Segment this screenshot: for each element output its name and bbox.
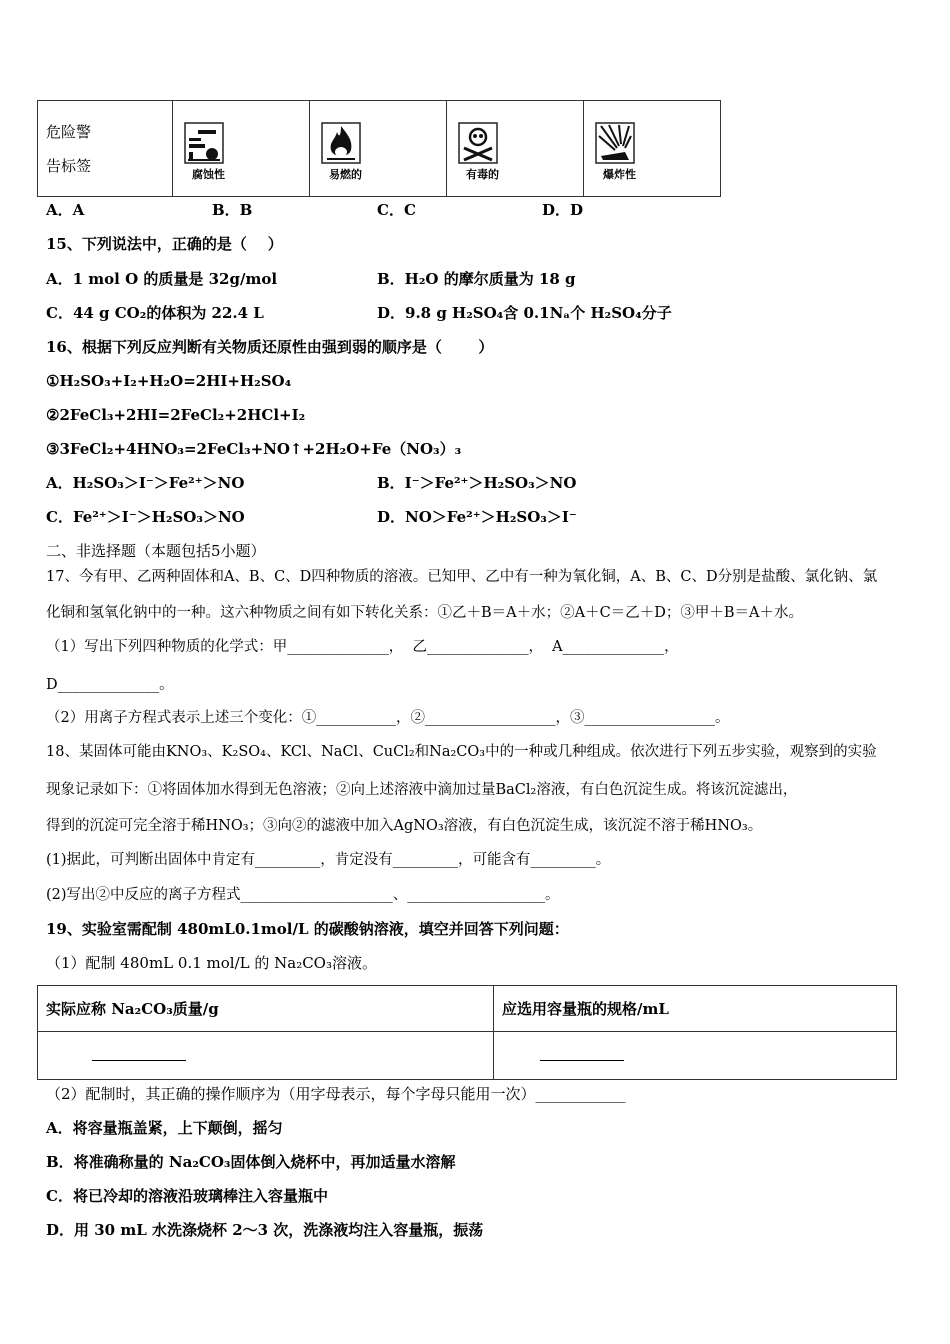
q14-option-c: C．C: [377, 201, 416, 219]
q15-option-b: B．H₂O 的摩尔质量为 18 g: [377, 270, 576, 288]
q18-line: 18、某固体可能由KNO₃、K₂SO₄、KCl、NaCl、CuCl₂和Na₂CO₃中的一种或几种组成。依次进行下列五步实验，观察到的实验: [46, 744, 877, 760]
hazard-sign-toxic: [447, 101, 584, 197]
q16-option-a: A．H₂SO₃＞I⁻＞Fe²⁺＞NO: [46, 474, 245, 492]
q16-stem: 16、根据下列反应判断有关物质还原性由强到弱的顺序是（ ）: [46, 338, 494, 356]
q17-line: （2）用离子方程式表示上述三个变化：①___________，②__________________，③__________________。: [46, 710, 730, 726]
q15-stem: 15、下列说法中，正确的是（ ）: [46, 235, 283, 253]
sign-caption: 腐蚀性: [192, 167, 225, 181]
q19-step-d: D．用 30 mL 水洗涤烧杯 2～3 次，洗涤液均注入容量瓶，振荡: [46, 1221, 484, 1239]
q19-step-b: B．将准确称量的 Na₂CO₃固体倒入烧杯中，再加适量水溶解: [46, 1153, 456, 1171]
q18-line: 得到的沉淀可完全溶于稀HNO₃；③向②的滤液中加入AgNO₃溶液，有白色沉淀生成，该沉淀不溶于稀HNO₃。: [46, 818, 763, 834]
q16-reaction-3: ③3FeCl₂+4HNO₃=2FeCl₃+NO↑+2H₂O+Fe（NO₃）₃: [46, 440, 462, 458]
q14-option-d: D．D: [542, 201, 584, 219]
q16-reaction-2: ②2FeCl₃+2HI=2FeCl₂+2HCl+I₂: [46, 406, 306, 424]
q15-option-a: A．1 mol O 的质量是 32g/mol: [46, 270, 278, 288]
q16-option-c: C．Fe²⁺＞I⁻＞H₂SO₃＞NO: [46, 508, 245, 526]
hazard-sign-corrosive: [173, 101, 310, 197]
q15-option-c: C．44 g CO₂的体积为 22.4 L: [46, 304, 264, 322]
hazard-label-table: [37, 100, 721, 197]
label-line: 告标签: [46, 156, 92, 175]
sign-caption: 爆炸性: [603, 167, 636, 181]
flammable-icon: [321, 122, 361, 164]
q17-line: 化铜和氢氧化钠中的一种。这六种物质之间有如下转化关系：①乙＋B＝A＋水；②A＋C＝乙＋D；③甲＋B＝A＋水。: [46, 605, 803, 621]
explosive-icon: [595, 122, 635, 164]
toxic-icon: [458, 122, 498, 164]
q16-option-d: D．NO＞Fe²⁺＞H₂SO₃＞I⁻: [377, 508, 577, 526]
section-heading: 二、非选择题（本题包括5小题）: [46, 542, 266, 560]
label-line: 危险警: [46, 122, 92, 141]
hazard-label-header: [38, 101, 173, 197]
q19-stem: 19、实验室需配制 480mL0.1mol/L 的碳酸钠溶液，填空并回答下列问题：: [46, 920, 569, 938]
q14-option-b: B．B: [212, 201, 253, 219]
sign-caption: 易燃的: [329, 167, 362, 181]
answer-blank[interactable]: [92, 1046, 186, 1061]
q19-part2: （2）配制时，其正确的操作顺序为（用字母表示，每个字母只能用一次）____________: [46, 1085, 626, 1103]
q19-part1: （1）配制 480mL 0.1 mol/L 的 Na₂CO₃溶液。: [46, 954, 377, 972]
q19-step-a: A．将容量瓶盖紧，上下颠倒，摇匀: [46, 1119, 283, 1137]
q18-line: (2)写出②中反应的离子方程式_____________________、___________________。: [46, 887, 560, 903]
q18-line: (1)据此，可判断出固体中肯定有_________，肯定没有_________，可能含有_________。: [46, 852, 611, 868]
sign-caption: 有毒的: [466, 167, 499, 181]
q15-option-d: D．9.8 g H₂SO₄含 0.1Nₐ个 H₂SO₄分子: [377, 304, 672, 322]
q19-step-c: C．将已冷却的溶液沿玻璃棒注入容量瓶中: [46, 1187, 328, 1205]
q19-header-mass: 实际应称 Na₂CO₃质量/g: [38, 986, 494, 1032]
q14-option-a: A．A: [46, 201, 85, 219]
q17-line: （1）写出下列四种物质的化学式：甲______________， 乙______________， A______________，: [46, 639, 679, 655]
q17-line: 17、今有甲、乙两种固体和A、B、C、D四种物质的溶液。已知甲、乙中有一种为氧化铜，A、B、C、D分别是盐酸、氯化钠、氯: [46, 569, 878, 585]
q16-option-b: B．I⁻＞Fe²⁺＞H₂SO₃＞NO: [377, 474, 577, 492]
hazard-sign-flammable: [310, 101, 447, 197]
q19-table: [37, 985, 897, 1080]
hazard-sign-explosive: [584, 101, 721, 197]
q19-header-flask: 应选用容量瓶的规格/mL: [494, 986, 897, 1032]
corrosive-icon: [184, 122, 224, 164]
answer-blank[interactable]: [540, 1046, 624, 1061]
q18-line: 现象记录如下：①将固体加水得到无色溶液；②向上述溶液中滴加过量BaCl₂溶液，有白色沉淀生成。将该沉淀滤出，: [46, 782, 798, 798]
q16-reaction-1: ①H₂SO₃+I₂+H₂O=2HI+H₂SO₄: [46, 372, 292, 390]
q19-mass-answer[interactable]: [38, 1032, 494, 1080]
q17-line: D______________。: [46, 677, 174, 693]
q19-flask-answer[interactable]: [494, 1032, 897, 1080]
